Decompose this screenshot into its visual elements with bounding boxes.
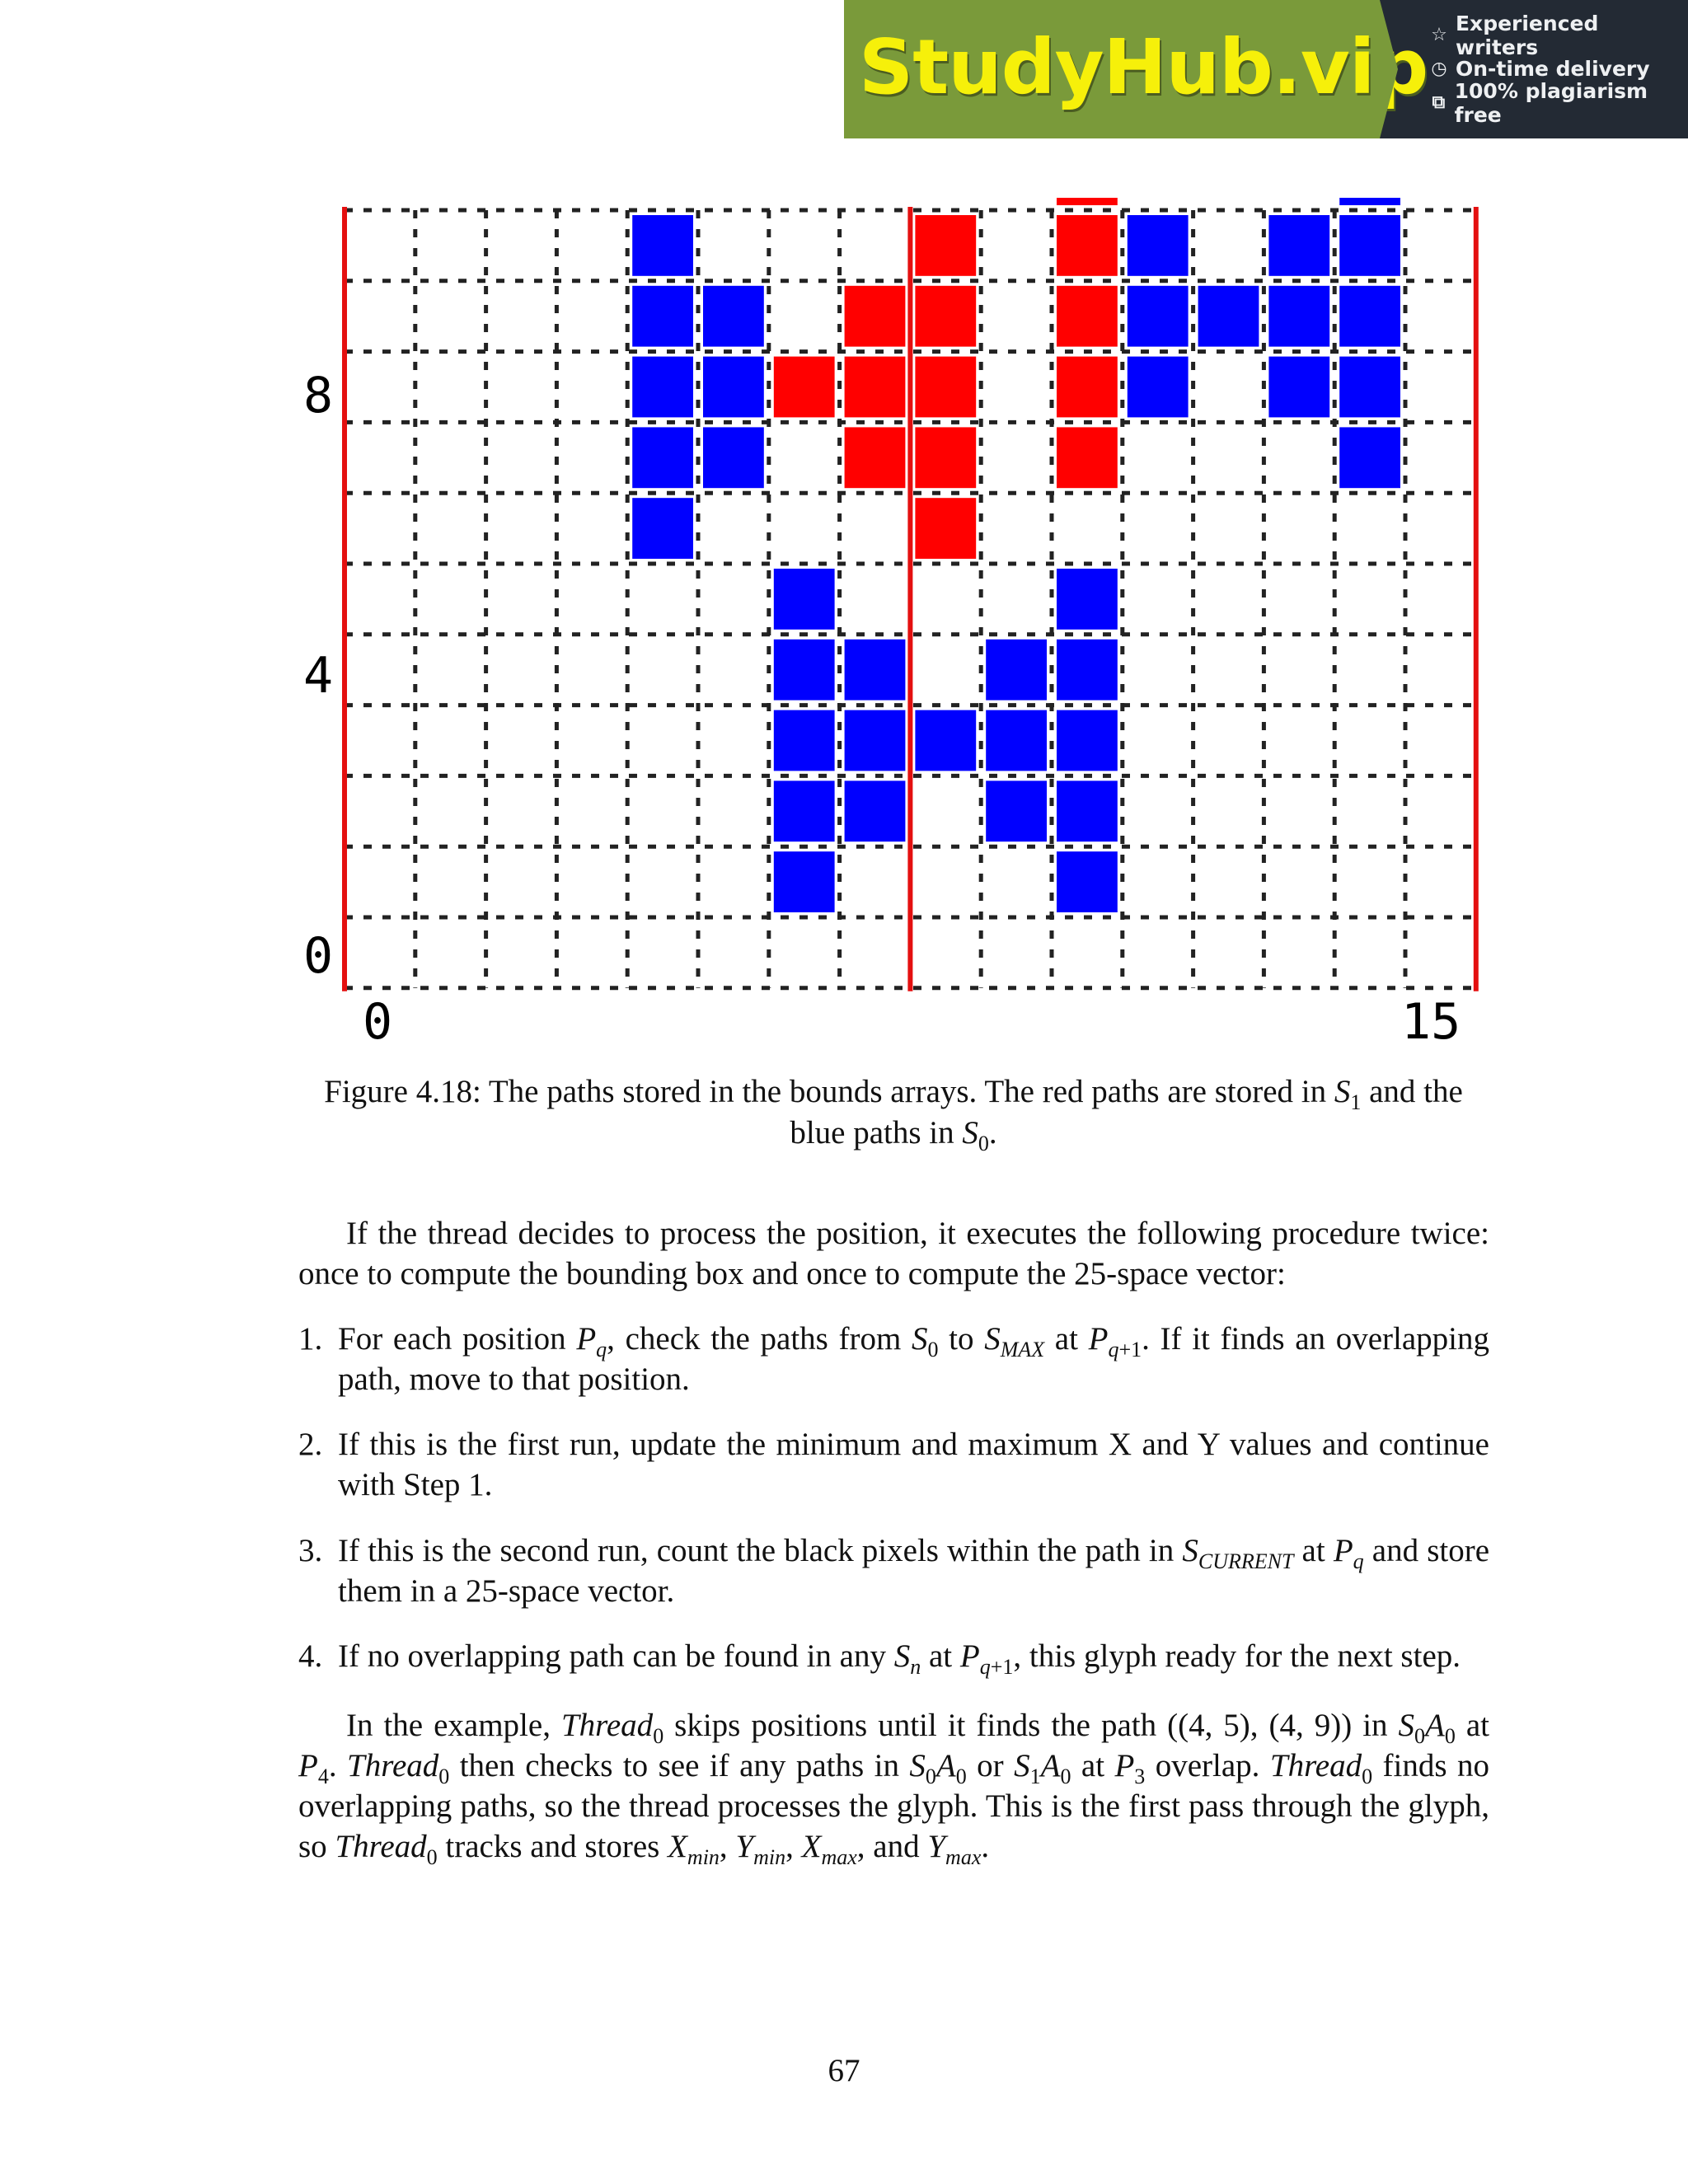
blue-path-cell [1268,215,1329,276]
blue-path-cell [1057,851,1118,912]
blue-path-cell [703,357,764,418]
blue-path-cell [1268,286,1329,347]
red-path-cell [845,357,906,418]
copy-icon: ⧉ [1432,92,1446,113]
red-path-cell [1057,427,1118,488]
red-path-cell [915,357,976,418]
red-path-cell [915,286,976,347]
blue-path-cell [1339,357,1400,418]
clock-icon: ◷ [1431,59,1447,79]
brand-logo[interactable] [844,0,1428,138]
list-item: 4. If no overlapping path can be found in any $S_n$ at $P_{q+1}$, this glyph ready for the next step. [298,1638,1461,1679]
feature-item [1429,11,1688,59]
red-path-cell [845,286,906,347]
red-path-cell [1057,215,1118,276]
blue-path-cell [1057,640,1118,701]
red-path-cell [915,215,976,276]
paragraph: In the example, Thread$_0$ skips positions until it finds the path ((4, 5), (4, 9)) in $S_0A_0$ at $P_4$. Thread$_0$ then checks to see if any paths in $S_0A_0$ or $S_1A_0$ at $P_3$ overlap. Thread$_0$ finds no overlapping paths, so the thread processes the glyph. This is the first pass through the glyph, so Thread$_0$ tracks and stores $X_{min}$, $Y_{min}$, $X_{max}$, and $Y_{max}$. [298,1708,1490,1869]
blue-path-cell [1268,357,1329,418]
blue-path-cell [1339,427,1400,488]
page-number: 67 [828,2053,860,2088]
red-path-cell [915,498,976,559]
blue-path-cell [1057,780,1118,841]
red-path-cell [1057,198,1118,205]
blue-path-cell [1057,569,1118,630]
x-label-15: 15 [1401,993,1461,1051]
bounds-figure [297,198,1492,1055]
red-path-cell [915,427,976,488]
y-label-8: 8 [303,367,334,424]
blue-path-cell [845,710,906,771]
red-path-cell [774,357,835,418]
red-path-cell [1057,286,1118,347]
figure-caption: Figure 4.18: The paths stored in the bounds arrays. The red paths are stored in $S_1$ and the blue paths in $S_0$. [324,1074,1463,1155]
blue-path-cell [915,710,976,771]
blue-path-cell [845,780,906,841]
blue-path-cell [632,498,693,559]
list-item: 3. If this is the second run, count the black pixels within the path in $S_{CURRENT}$ at $P_q$ and store them in a 25-space vector. [298,1533,1490,1609]
x-label-0: 0 [363,993,393,1051]
blue-path-cell [774,780,835,841]
blue-path-cell [774,569,835,630]
blue-path-cell [632,215,693,276]
feature-text: On-time delivery [1456,57,1650,81]
blue-path-cell [632,286,693,347]
list-item: 1. For each position $P_q$, check the paths from $S_0$ to $S_{MAX}$ at $P_{q+1}$. If it finds an overlapping path, move to that position. [298,1321,1489,1397]
feature-item [1429,78,1688,127]
feature-text: 100% plagiarism free [1454,78,1648,127]
ad-banner[interactable] [844,0,1688,138]
blue-path-cell [1198,286,1259,347]
blue-path-cell [1128,215,1189,276]
blue-path-cell [774,640,835,701]
blue-path-cell [632,357,693,418]
y-label-0: 0 [303,927,334,985]
star-icon: ☆ [1431,25,1447,45]
blue-path-cell [774,710,835,771]
blue-path-cell [1339,215,1400,276]
blue-path-cell [986,780,1047,841]
blue-path-cell [1128,357,1189,418]
blue-path-cell [986,710,1047,771]
brand-name: StudyHub.vip [859,23,1428,111]
blue-path-cell [986,640,1047,701]
paragraph: If the thread decides to process the position, it executes the following procedure twice: once to compute the bounding box and once to compute the 25-space vector: [298,1216,1489,1291]
blue-path-cell [774,851,835,912]
blue-path-cell [632,427,693,488]
blue-path-cell [1057,710,1118,771]
y-label-4: 4 [303,647,334,705]
red-path-cell [845,427,906,488]
blue-path-cell [1339,198,1400,205]
list-item: 2. If this is the first run, update the minimum and maximum X and Y values and continue with Step 1. [298,1427,1489,1502]
blue-path-cell [703,286,764,347]
feature-text: Experienced writers [1455,11,1599,59]
path-grid [297,198,1492,1022]
blue-path-cell [1339,286,1400,347]
blue-path-cell [1128,286,1189,347]
blue-path-cell [845,640,906,701]
red-path-cell [1057,357,1118,418]
blue-path-cell [703,427,764,488]
